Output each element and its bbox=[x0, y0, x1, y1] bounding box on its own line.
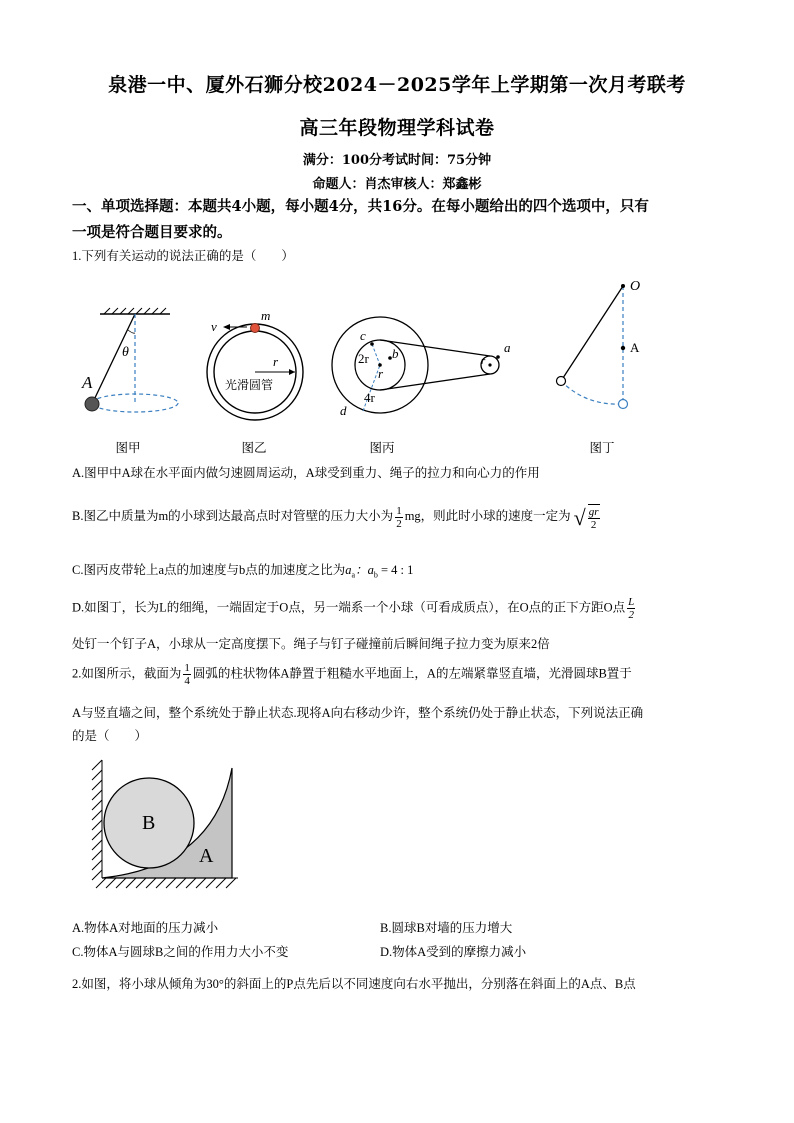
figure-bing bbox=[328, 308, 528, 423]
author-info: 命题人：肖杰审核人：郑鑫彬 bbox=[312, 177, 482, 192]
point-c-label: c bbox=[360, 328, 366, 343]
small-r-label: r bbox=[481, 355, 486, 367]
fraction-denominator: 2 bbox=[396, 517, 402, 530]
sqrt-numerator: gr bbox=[588, 506, 599, 519]
q1-option-b-text: B.图乙中质量为m的小球到达最高点时对管壁的压力大小为 bbox=[72, 509, 394, 523]
accel-a-symbol: a bbox=[345, 563, 352, 577]
q2-stem-text: 2.如图所示，截面为 bbox=[72, 666, 182, 681]
paper-title-line1: 泉港一中、厦外石狮分校2024－2025学年上学期第一次月考联考 bbox=[108, 74, 686, 96]
figure-bing-caption: 图丙 bbox=[369, 441, 395, 455]
accel-a-subscript: a bbox=[351, 570, 356, 580]
four-r-label: 4r bbox=[364, 390, 375, 405]
nail-a-label: A bbox=[630, 340, 640, 355]
q2-fraction bbox=[183, 662, 191, 687]
radius-label: r bbox=[273, 354, 279, 369]
q1-option-d-text: D.如图丁，长为L的细绳，一端固定于O点，另一端系一个小球（可看成质点），在O点的正下方距O点 bbox=[72, 600, 626, 615]
figure-yi bbox=[203, 306, 308, 421]
point-b-label: b bbox=[392, 346, 399, 361]
theta-label: θ bbox=[122, 345, 129, 360]
q2-stem-line1 bbox=[72, 662, 632, 687]
inner-r-label: r bbox=[378, 366, 384, 381]
two-r-label: 2r bbox=[358, 351, 369, 366]
ratio-value: = 4 : 1 bbox=[377, 563, 414, 577]
q1-option-d bbox=[72, 596, 637, 621]
tube-label: 光滑圆管 bbox=[225, 378, 274, 392]
q1-option-b bbox=[72, 502, 602, 532]
q1-option-c bbox=[72, 560, 413, 580]
q1-option-d-line2: 处钉一个钉子A，小球从一定高度摆下。绳子与钉子碰撞前后瞬间绳子拉力变为原来2倍 bbox=[72, 637, 550, 651]
ball-a-label: A bbox=[82, 373, 93, 392]
block-a-label: A bbox=[199, 845, 214, 867]
q2-option-d: D.物体A受到的摩擦力减小 bbox=[380, 945, 527, 959]
paper-title-line2: 高三年段物理学科试卷 bbox=[299, 117, 495, 139]
q2-stem-text2: 圆弧的柱状物体A静置于粗糙水平地面上，A的左端紧靠竖直墙，光滑圆球B置于 bbox=[192, 666, 632, 681]
q1-option-b-text2: mg，则此时小球的速度一定为 bbox=[404, 509, 571, 523]
figure-ding bbox=[548, 278, 658, 413]
fraction-numerator: 1 bbox=[184, 662, 190, 674]
figure-q2 bbox=[86, 756, 246, 896]
q2-option-b: B.圆球B对墙的压力增大 bbox=[380, 921, 513, 935]
figure-jia bbox=[78, 306, 188, 418]
figure-yi-caption: 图乙 bbox=[241, 441, 267, 455]
velocity-label: v bbox=[211, 319, 217, 334]
section1-heading-line1: 一、单项选择题：本题共4小题，每小题4分，共16分。在每小题给出的四个选项中，只有 bbox=[72, 198, 649, 215]
q3-stem: 2.如图，将小球从倾角为30°的斜面上的P点先后以不同速度向右水平抛出，分别落在斜面上的A点、B点 bbox=[72, 977, 636, 991]
point-o-label: O bbox=[630, 279, 641, 294]
fraction-numerator: 1 bbox=[396, 504, 402, 517]
section1-heading-line2: 一项是符合题目要求的。 bbox=[72, 224, 232, 241]
q2-stem-line3: 的是（ ） bbox=[72, 729, 148, 743]
sqrt-expression: √ $\frac{gr}{2}$ bbox=[573, 504, 599, 532]
score-time-info: 满分：100分考试时间：75分钟 bbox=[302, 153, 492, 168]
ball-b-label: B bbox=[142, 812, 156, 834]
q1-stem: 1.下列有关运动的说法正确的是（ ） bbox=[72, 249, 294, 263]
figure-ding-caption: 图丁 bbox=[589, 441, 615, 455]
point-a-label: a bbox=[504, 340, 511, 355]
q2-option-a: A.物体A对地面的压力减小 bbox=[72, 921, 219, 935]
q1-option-c-text: C.图丙皮带轮上a点的加速度与b点的加速度之比为 bbox=[72, 563, 346, 577]
accel-b-symbol: ：a bbox=[355, 563, 374, 577]
q2-option-c: C.物体A与圆球B之间的作用力大小不变 bbox=[72, 945, 289, 959]
q1-option-b-fraction bbox=[395, 505, 403, 530]
q1-option-d-fraction bbox=[627, 596, 635, 621]
fraction-denominator: 4 bbox=[184, 675, 190, 687]
q1-option-a: A.图甲中A球在水平面内做匀速圆周运动，A球受到重力、绳子的拉力和向心力的作用 bbox=[72, 466, 540, 480]
accel-b-subscript: b bbox=[373, 570, 378, 580]
sqrt-denominator: 2 bbox=[590, 519, 597, 532]
fraction-denominator: 2 bbox=[628, 609, 634, 621]
q2-stem-line2: A与竖直墙之间，整个系统处于静止状态.现将A向右移动少许，整个系统仍处于静止状态，下列说法正确 bbox=[72, 706, 644, 720]
figure-jia-caption: 图甲 bbox=[115, 441, 141, 455]
mass-label: m bbox=[261, 308, 271, 323]
point-d-label: d bbox=[340, 403, 347, 418]
fraction-numerator: L bbox=[628, 596, 635, 608]
